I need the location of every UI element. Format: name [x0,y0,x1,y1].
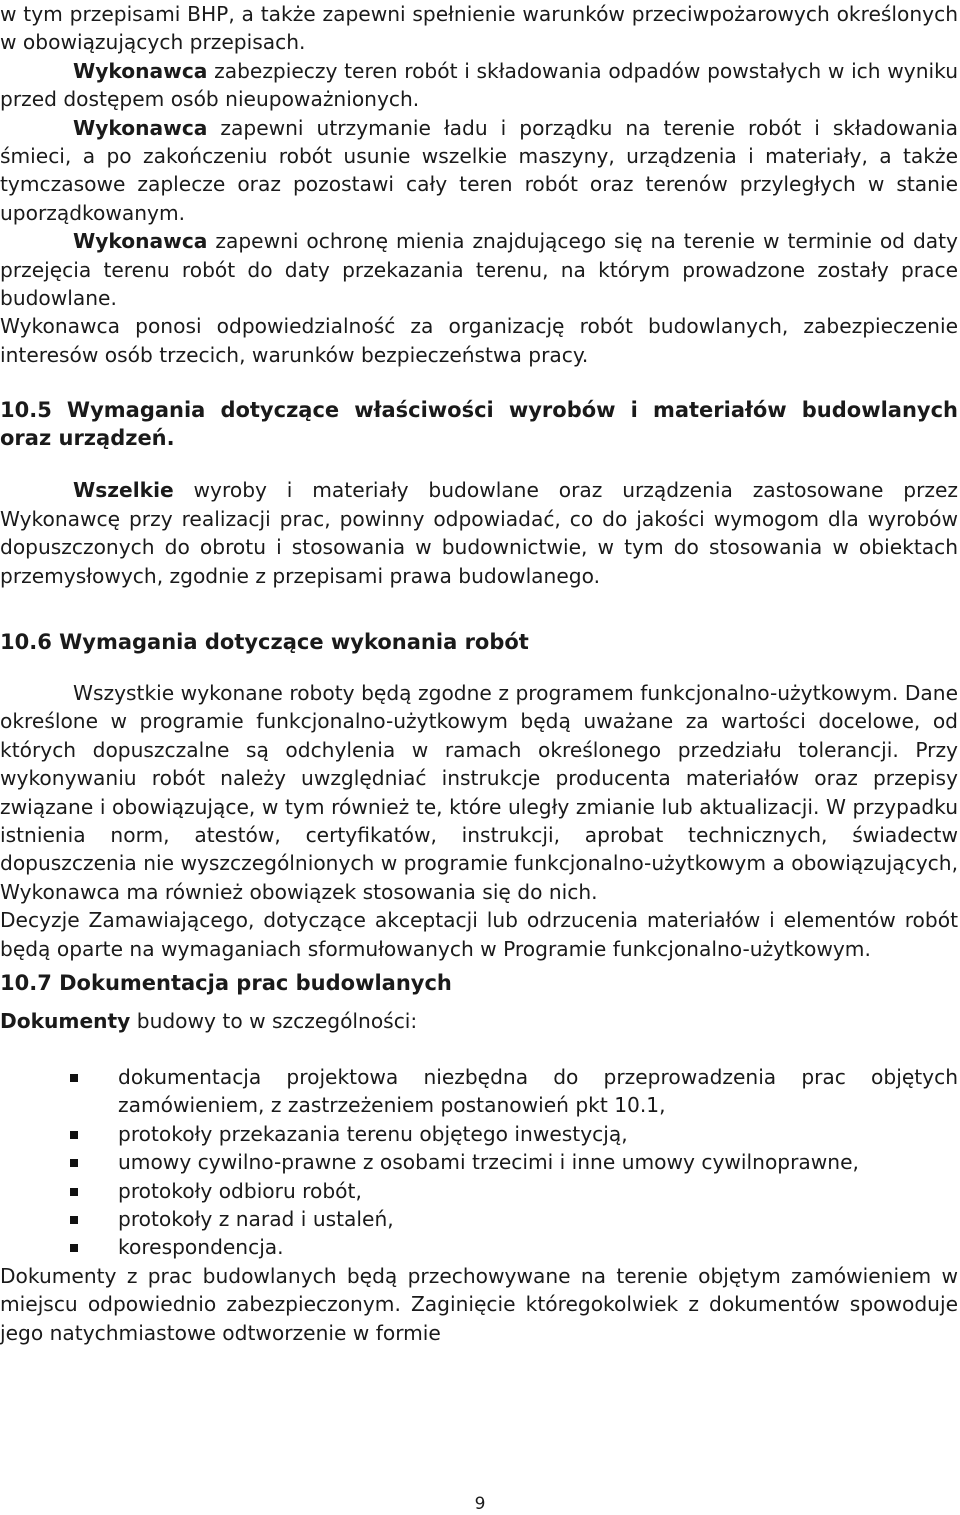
bold-term: Wszelkie [73,478,174,503]
square-bullet-icon [70,1188,78,1196]
paragraph-documents-intro [0,1007,958,1035]
paragraph-text: wyroby i materiały budowlane oraz urządzenia zastosowane przez Wykonawcę przy realizacji prac, powinny odpowiadać, co do jakości wymogom dla wyrobów dopuszczonych do obrotu i stosowania w budownictwie, w tym do stosowania w obiektach przemysłowych, zgodnie z przepisami prawa budowlanego. [0,478,958,588]
paragraph-site-security [0,57,958,114]
documents-list [0,1063,958,1262]
section-heading-10-5: 10.5 Wymagania dotyczące właściwości wyrobów i materiałów budowlanych oraz urządzeń. [0,398,958,451]
paragraph-materials [0,476,958,590]
bold-term: Wykonawca [73,115,208,140]
list-item [0,1120,958,1148]
list-item-text: umowy cywilno-prawne z osobami trzecimi i inne umowy cywilnoprawne, [118,1150,859,1175]
list-item-text: protokoły z narad i ustaleń, [118,1207,394,1231]
list-item [0,1177,958,1205]
list-item-text: korespondencja. [118,1235,284,1260]
list-item-text: protokoły odbioru robót, [118,1178,362,1203]
list-item [0,1205,958,1233]
paragraph-text: zabezpieczy teren robót i składowania odpadów powstałych w ich wyniku przed dostępem osób nieupoważnionych. [0,58,958,112]
bold-term: Dokumenty [0,1008,131,1033]
paragraph-site-order [0,114,958,228]
section-10-6 [0,628,958,963]
square-bullet-icon [70,1131,78,1139]
paragraph-fire-safety: w tym przepisami BHP, a także zapewni spełnienie warunków przeciwpożarowych określonych w obowiązujących przepisach. [0,2,958,55]
paragraph-responsibility: Wykonawca ponosi odpowiedzialność za organizację robót budowlanych, zabezpieczenie interesów osób trzecich, warunków bezpieczeństwa pracy. [0,314,958,367]
paragraph-documents-storage: Dokumenty z prac budowlanych będą przechowywane na terenie objętym zamówieniem w miejscu odpowiednio zabezpieczonym. Zaginięcie któregokolwiek z dokumentów spowoduje jego natychmiastowe odtworzenie w formie [0,1263,958,1345]
page-number: 9 [474,1494,486,1514]
list-item-text: dokumentacja projektowa niezbędna do przeprowadzenia prac objętych zamówieniem, z zastrzeżeniem postanowień pkt 10.1, [118,1064,958,1118]
bold-term: Wykonawca [73,58,208,83]
square-bullet-icon [70,1244,78,1252]
paragraph-text: zapewni utrzymanie ładu i porządku na terenie robót i składowania śmieci, a po zakończeniu robót usunie wszelkie maszyny, urządzenia i materiały, a także tymczasowe zaplecze oraz pozostawi cały teren robót oraz terenów przyległych w stanie uporządkowanym. [0,115,958,225]
paragraph-property-protection [0,227,958,312]
square-bullet-icon [70,1074,78,1082]
square-bullet-icon [70,1216,78,1224]
paragraph-text: budowy to w szczególności: [130,1008,418,1033]
paragraph-text: zapewni ochronę mienia znajdującego się na terenie w terminie od daty przejęcia terenu robót do daty przekazania terenu, na którym prowadzone zostały prace budowlane. [0,229,958,311]
list-item [0,1148,958,1176]
list-item-text: protokoły przekazania terenu objętego inwestycją, [118,1121,628,1146]
section-10-5 [0,396,958,590]
bold-term: Wykonawca [73,229,208,254]
section-heading-10-7: 10.7 Dokumentacja prac budowlanych [0,970,452,995]
section-heading-10-6: 10.6 Wymagania dotyczące wykonania robót [0,629,529,654]
list-item [0,1233,958,1261]
square-bullet-icon [70,1159,78,1167]
section-10-7 [0,969,958,1347]
list-item [0,1063,958,1120]
paragraph-decisions: Decyzje Zamawiającego, dotyczące akceptacji lub odrzucenia materiałów i elementów robót będą oparte na wymaganiach sformułowanych w Programie funkcjonalno-użytkowym. [0,908,958,961]
paragraph-works-compliance: Wszystkie wykonane roboty będą zgodne z programem funkcjonalno-użytkowym. Dane określone w programie funkcjonalno-użytkowym będą uważane za wartości docelowe, od których dopuszczalne są odchylenia w ramach określonego przedziału tolerancji. Przy wykonywaniu robót należy uwzględniać instrukcje producenta materiałów oraz przepisy związane i obowiązujące, w tym również te, które uległy zmianie lub aktualizacji. W przypadku istnienia norm, atestów, certyfikatów, instrukcji, aprobat technicznych, świadectw dopuszczenia nie wyszczególnionych w programie funkcjonalno-użytkowym a obowiązujących, Wykonawca ma również obowiązek stosowania się do nich. [0,680,958,904]
